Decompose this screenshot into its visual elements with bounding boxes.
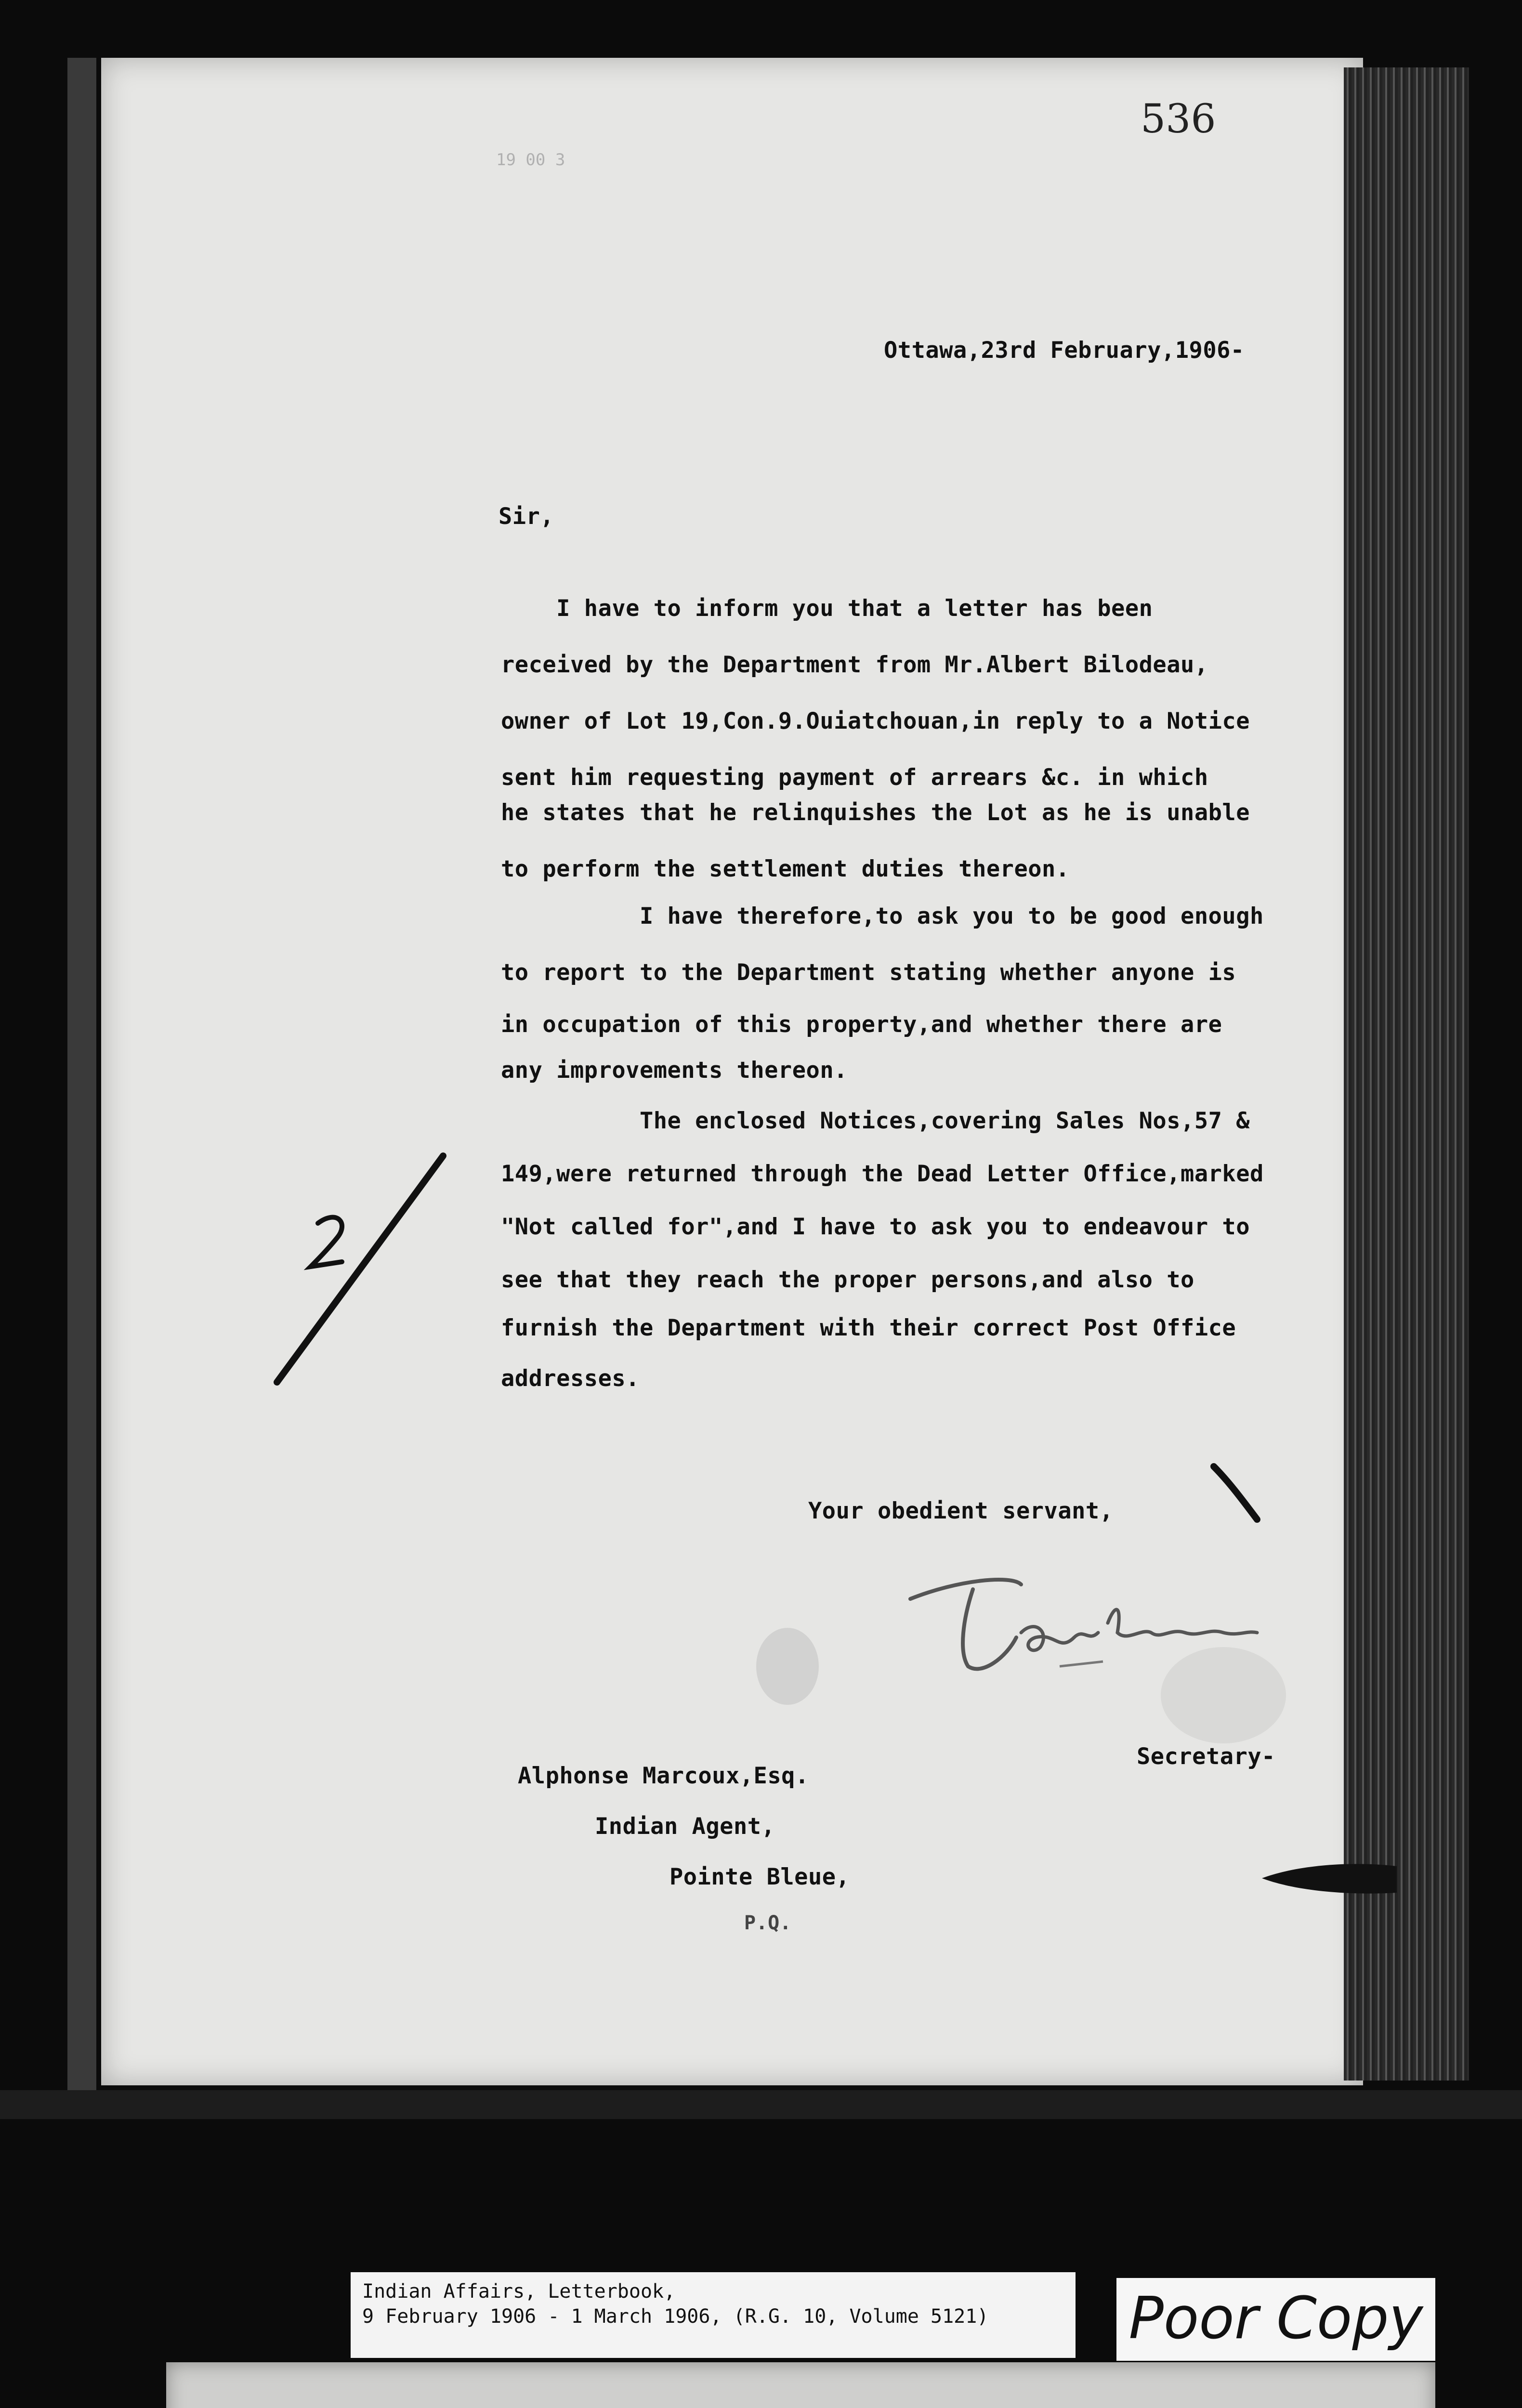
shadow-shape bbox=[1262, 1859, 1397, 1898]
binding-edge bbox=[1344, 67, 1469, 2081]
ink-smudge bbox=[756, 1628, 819, 1705]
reel-label-line: 9 February 1906 - 1 March 1906, (R.G. 10, Volume 5121) bbox=[362, 2305, 989, 2328]
addressee-line: Indian Agent, bbox=[595, 1813, 775, 1840]
quality-note: Poor Copy bbox=[1116, 2278, 1435, 2361]
body-line: addresses. bbox=[501, 1365, 640, 1392]
faint-stamp: 19 00 3 bbox=[496, 150, 565, 170]
body-line: any improvements thereon. bbox=[501, 1057, 848, 1084]
body-line: he states that he relinquishes the Lot as he is unable bbox=[501, 799, 1250, 826]
addressee-line: Alphonse Marcoux,Esq. bbox=[518, 1763, 809, 1789]
body-line: in occupation of this property,and whether there are bbox=[501, 1011, 1222, 1038]
body-line: sent him requesting payment of arrears &c. in which bbox=[501, 764, 1208, 791]
reel-label-line: Indian Affairs, Letterbook, bbox=[362, 2280, 676, 2303]
film-edge bbox=[67, 58, 96, 2090]
page-number: 536 bbox=[1141, 96, 1216, 142]
body-line: The enclosed Notices,covering Sales Nos,57 & bbox=[501, 1108, 1250, 1134]
body-line: owner of Lot 19,Con.9.Ouiatchouan,in reply to a Notice bbox=[501, 708, 1250, 734]
body-line: furnish the Department with their correct Post Office bbox=[501, 1315, 1236, 1341]
signature-title: Secretary- bbox=[1137, 1743, 1275, 1770]
body-line: to report to the Department stating whether anyone is bbox=[501, 959, 1236, 986]
closing: Your obedient servant, bbox=[808, 1498, 1114, 1524]
body-line: 149,were returned through the Dead Letter Office,marked bbox=[501, 1161, 1264, 1187]
body-line: to perform the settlement duties thereon. bbox=[501, 856, 1070, 882]
reel-label bbox=[351, 2272, 1076, 2358]
body-line: "Not called for",and I have to ask you to endeavour to bbox=[501, 1214, 1250, 1240]
archives-plate bbox=[166, 2362, 1435, 2408]
margin-mark-icon bbox=[270, 1146, 472, 1397]
salutation: Sir, bbox=[499, 503, 554, 530]
body-line: I have therefore,to ask you to be good enough bbox=[501, 903, 1264, 929]
addressee-line: Pointe Bleue, bbox=[669, 1864, 850, 1890]
addressee-line: P.Q. bbox=[744, 1912, 792, 1934]
signature-icon bbox=[901, 1560, 1276, 1705]
ink-stroke-icon bbox=[1209, 1462, 1267, 1529]
body-line: received by the Department from Mr.Albert Bilodeau, bbox=[501, 652, 1208, 678]
body-line: I have to inform you that a letter has been bbox=[501, 595, 1153, 622]
film-gap bbox=[0, 2090, 1522, 2119]
date-line: Ottawa,23rd February,1906- bbox=[884, 337, 1245, 364]
body-line: see that they reach the proper persons,and also to bbox=[501, 1267, 1194, 1293]
